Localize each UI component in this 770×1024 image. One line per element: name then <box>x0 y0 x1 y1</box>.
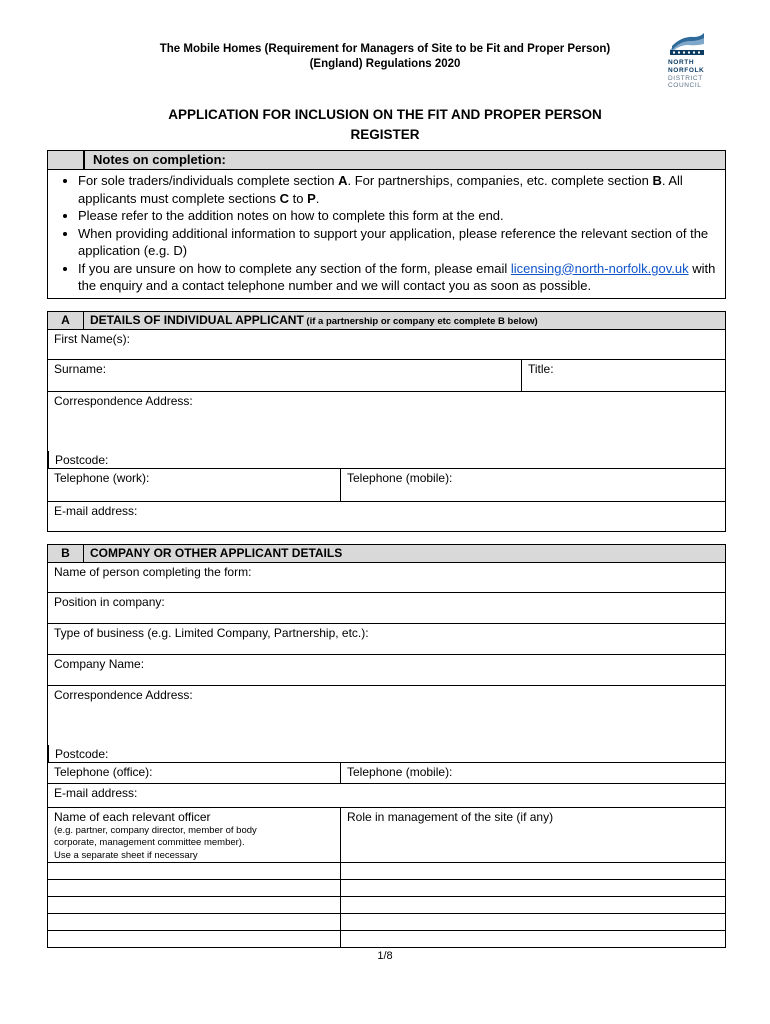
first-names-label: First Name(s): <box>54 331 130 346</box>
section-b-letter: B <box>48 545 84 562</box>
section-b-header <box>48 545 725 562</box>
officer-note-2: corporate, management committee member). <box>54 837 245 848</box>
logo-wordmark <box>668 59 716 90</box>
section-a-title <box>84 312 544 329</box>
note-1-text-to: to <box>289 190 308 206</box>
officer-row <box>48 930 725 947</box>
title-label: Title: <box>528 361 554 376</box>
officer-name-header <box>48 808 340 862</box>
title-line-1: APPLICATION FOR INCLUSION ON THE FIT AND PROPER PERSON <box>168 107 602 122</box>
application-title <box>100 105 670 145</box>
officer-role-cell[interactable] <box>340 914 725 930</box>
notes-body <box>48 169 725 298</box>
officer-name-cell[interactable] <box>48 931 340 947</box>
company-telephone-row <box>48 762 725 783</box>
officer-row <box>48 913 725 930</box>
section-a-title-text: DETAILS OF INDIVIDUAL APPLICANT <box>90 312 304 327</box>
section-a <box>47 311 726 532</box>
note-1-section-c: C <box>279 190 289 206</box>
company-address-label: Correspondence Address: <box>54 687 193 702</box>
officer-role-cell[interactable] <box>340 897 725 913</box>
page-number: 1/8 <box>377 950 393 962</box>
notes-heading: Notes on completion: <box>84 151 725 169</box>
note-item-3: • When providing additional information to support your application, please reference the relevant section of the application (e.g. D) <box>78 225 719 260</box>
company-name-field[interactable] <box>48 654 725 685</box>
title-field[interactable] <box>521 360 725 391</box>
officer-name-cell[interactable] <box>48 863 340 879</box>
surname-label: Surname: <box>54 361 107 376</box>
regulation-line-1: The Mobile Homes (Requirement for Managers of Site to be Fit and Proper Person) <box>159 43 611 55</box>
officers-header-row <box>48 807 725 862</box>
note-1-section-p: P <box>307 190 316 206</box>
officer-name-cell[interactable] <box>48 880 340 896</box>
logo-line-norfolk: NORFOLK <box>668 66 705 74</box>
company-postcode-label: Postcode: <box>48 745 725 762</box>
notes-box <box>47 150 726 299</box>
officer-name-cell[interactable] <box>48 914 340 930</box>
section-b-title: COMPANY OR OTHER APPLICANT DETAILS <box>90 545 343 560</box>
first-names-field[interactable] <box>48 329 725 359</box>
officer-row <box>48 896 725 913</box>
telephone-row <box>48 468 725 501</box>
email-field[interactable] <box>48 501 725 531</box>
telephone-work-field[interactable] <box>48 469 340 501</box>
officer-role-cell[interactable] <box>340 931 725 947</box>
company-email-field[interactable] <box>48 783 725 807</box>
note-1-section-b: B <box>652 173 662 188</box>
telephone-mobile-field[interactable] <box>340 469 725 501</box>
logo-mark-icon <box>668 32 706 56</box>
notes-letter-cell <box>48 151 84 169</box>
officer-note-3: Use a separate sheet if necessary <box>54 849 198 861</box>
logo-line-council: COUNCIL <box>668 82 702 90</box>
note-item-2: • Please refer to the addition notes on how to complete this form at the end. <box>78 207 719 225</box>
regulation-line-2: (England) Regulations 2020 <box>309 58 461 70</box>
title-line-2: REGISTER <box>350 127 420 142</box>
officer-row <box>48 862 725 879</box>
council-logo <box>668 32 716 90</box>
position-field[interactable] <box>48 592 725 623</box>
officer-name-label: Name of each relevant officer <box>54 809 211 824</box>
role-header: Role in management of the site (if any) <box>340 808 725 862</box>
logo-line-district: DISTRICT <box>668 74 703 82</box>
business-type-label: Type of business (e.g. Limited Company, Partnership, etc.): <box>54 625 369 640</box>
note-1-section-a: A <box>338 173 348 188</box>
note-1-text-b: . For partnerships, companies, etc. complete section <box>347 173 653 188</box>
address-label: Correspondence Address: <box>54 393 193 408</box>
email-label: E-mail address: <box>54 503 138 518</box>
section-a-title-note: (if a partnership or company etc complete B below) <box>303 315 538 327</box>
licensing-email-link[interactable]: licensing@north-norfolk.gov.uk <box>510 260 689 276</box>
company-telephone-mobile-label: Telephone (mobile): <box>347 764 453 779</box>
application-form <box>47 150 726 948</box>
note-item-4 <box>78 260 719 295</box>
officer-role-cell[interactable] <box>340 863 725 879</box>
notes-list <box>48 170 725 298</box>
telephone-office-field[interactable] <box>48 763 340 783</box>
section-a-letter: A <box>48 312 84 329</box>
note-1-text-a: For sole traders/individuals complete section <box>78 173 339 188</box>
section-a-header <box>48 312 725 329</box>
surname-row <box>48 359 725 391</box>
person-completing-label: Name of person completing the form: <box>54 564 252 579</box>
officer-note-1: (e.g. partner, company director, member of body <box>54 824 257 836</box>
section-b <box>47 544 726 948</box>
company-name-label: Company Name: <box>54 656 145 671</box>
postcode-label: Postcode: <box>48 451 725 468</box>
correspondence-address-field[interactable] <box>48 391 725 468</box>
note-1-text-end: . <box>315 190 320 206</box>
logo-line-north: NORTH <box>668 59 695 66</box>
note-item-1 <box>78 172 719 207</box>
officer-role-cell[interactable] <box>340 880 725 896</box>
company-email-label: E-mail address: <box>54 785 138 800</box>
position-label: Position in company: <box>54 594 165 609</box>
person-completing-field[interactable] <box>48 562 725 592</box>
note-4-text-a: If you are unsure on how to complete any section of the form, please email <box>78 260 511 276</box>
note-1-text-c: . All applicants must complete sections <box>78 173 683 206</box>
notes-header <box>48 151 725 169</box>
telephone-mobile-label: Telephone (mobile): <box>347 470 453 485</box>
note-4-text-b: with the enquiry and a contact telephone number and we will contact you as soon as possible. <box>78 260 716 293</box>
officer-row <box>48 879 725 896</box>
telephone-office-label: Telephone (office): <box>54 764 153 779</box>
telephone-work-label: Telephone (work): <box>54 470 150 485</box>
surname-field[interactable] <box>48 360 521 391</box>
regulation-title <box>100 42 670 72</box>
company-telephone-mobile-field[interactable] <box>340 763 725 783</box>
company-address-field[interactable] <box>48 685 725 762</box>
business-type-field[interactable] <box>48 623 725 654</box>
officer-name-cell[interactable] <box>48 897 340 913</box>
